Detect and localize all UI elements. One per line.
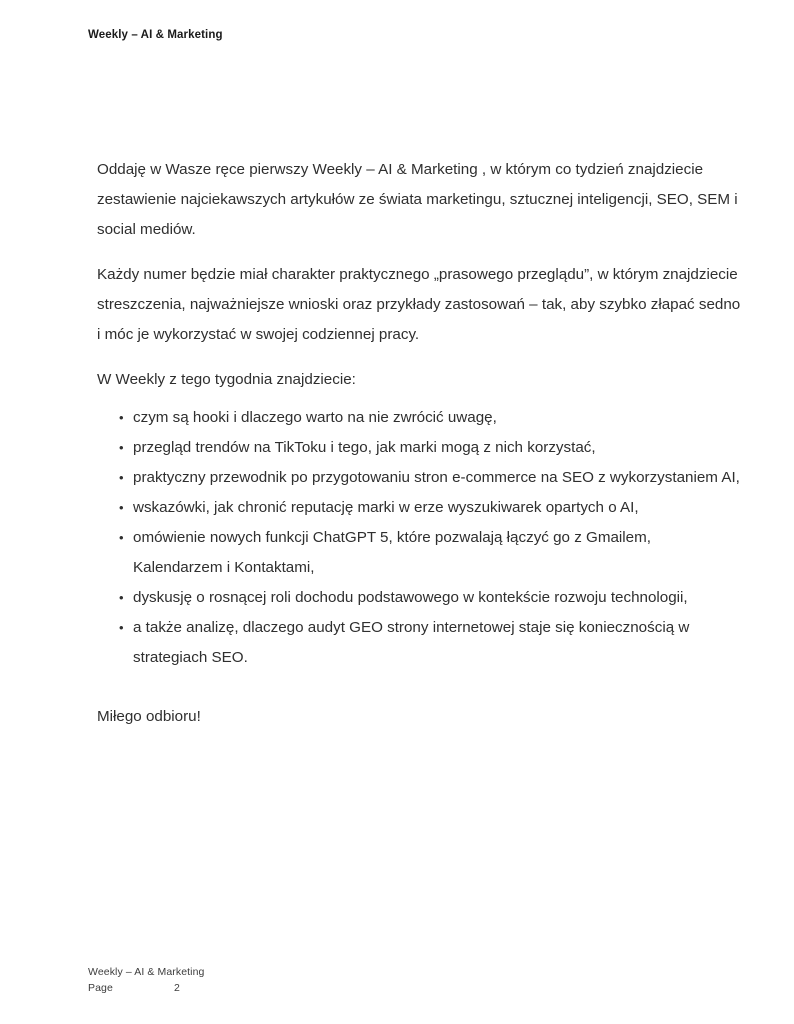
running-header: Weekly – AI & Marketing bbox=[88, 29, 223, 41]
list-item bbox=[97, 433, 742, 463]
list-item bbox=[97, 493, 742, 523]
bullet-icon: • bbox=[119, 410, 124, 425]
list-item-text: dyskusję o rosnącej roli dochodu podstawowego w kontekście rozwoju technologii, bbox=[133, 589, 688, 606]
list-item-text: a także analizę, dlaczego audyt GEO strony internetowej staje się koniecznością w strategiach SEO. bbox=[133, 619, 690, 666]
closing-paragraph: Miłego odbioru! bbox=[97, 708, 201, 725]
footer-page-label: Page bbox=[88, 982, 113, 994]
intro-paragraph-1: Oddaję w Wasze ręce pierwszy Weekly – AI & Marketing , w którym co tydzień znajdziecie zestawienie najciekawszych artykułów ze świata marketingu, sztucznej inteligencji, SEO, SEM i social mediów. bbox=[97, 161, 738, 238]
bullet-icon: • bbox=[119, 500, 124, 515]
list-item-text: wskazówki, jak chronić reputację marki w erze wyszukiwarek opartych o AI, bbox=[133, 499, 639, 516]
list-item-text: czym są hooki i dlaczego warto na nie zwrócić uwagę, bbox=[133, 409, 497, 426]
list-item bbox=[97, 403, 742, 433]
document-body bbox=[97, 155, 742, 747]
footer-page-line bbox=[88, 980, 205, 996]
list-item bbox=[97, 583, 742, 613]
footer-page-number: 2 bbox=[174, 982, 180, 994]
weekly-topics-list bbox=[97, 403, 742, 673]
bullet-icon: • bbox=[119, 530, 124, 545]
list-item bbox=[97, 613, 742, 673]
bullet-icon: • bbox=[119, 620, 124, 635]
bullet-icon: • bbox=[119, 590, 124, 605]
footer-title: Weekly – AI & Marketing bbox=[88, 966, 205, 978]
list-item bbox=[97, 463, 742, 493]
bullet-icon: • bbox=[119, 470, 124, 485]
list-item bbox=[97, 523, 742, 583]
list-item-text: praktyczny przewodnik po przygotowaniu stron e-commerce na SEO z wykorzystaniem AI, bbox=[133, 469, 740, 486]
list-item-text: omówienie nowych funkcji ChatGPT 5, które pozwalają łączyć go z Gmailem, Kalendarzem i Kontaktami, bbox=[133, 529, 651, 576]
list-intro-text: W Weekly z tego tygodnia znajdziecie: bbox=[97, 371, 356, 388]
running-footer bbox=[88, 964, 205, 996]
bullet-icon: • bbox=[119, 440, 124, 455]
list-item-text: przegląd trendów na TikToku i tego, jak marki mogą z nich korzystać, bbox=[133, 439, 596, 456]
intro-paragraph-2: Każdy numer będzie miał charakter praktycznego „prasowego przeglądu”, w którym znajdziecie streszczenia, najważniejsze wnioski oraz przykłady zastosowań – tak, aby szybko złapać sedno i móc je wykorzystać w swojej codziennej pracy. bbox=[97, 266, 741, 343]
